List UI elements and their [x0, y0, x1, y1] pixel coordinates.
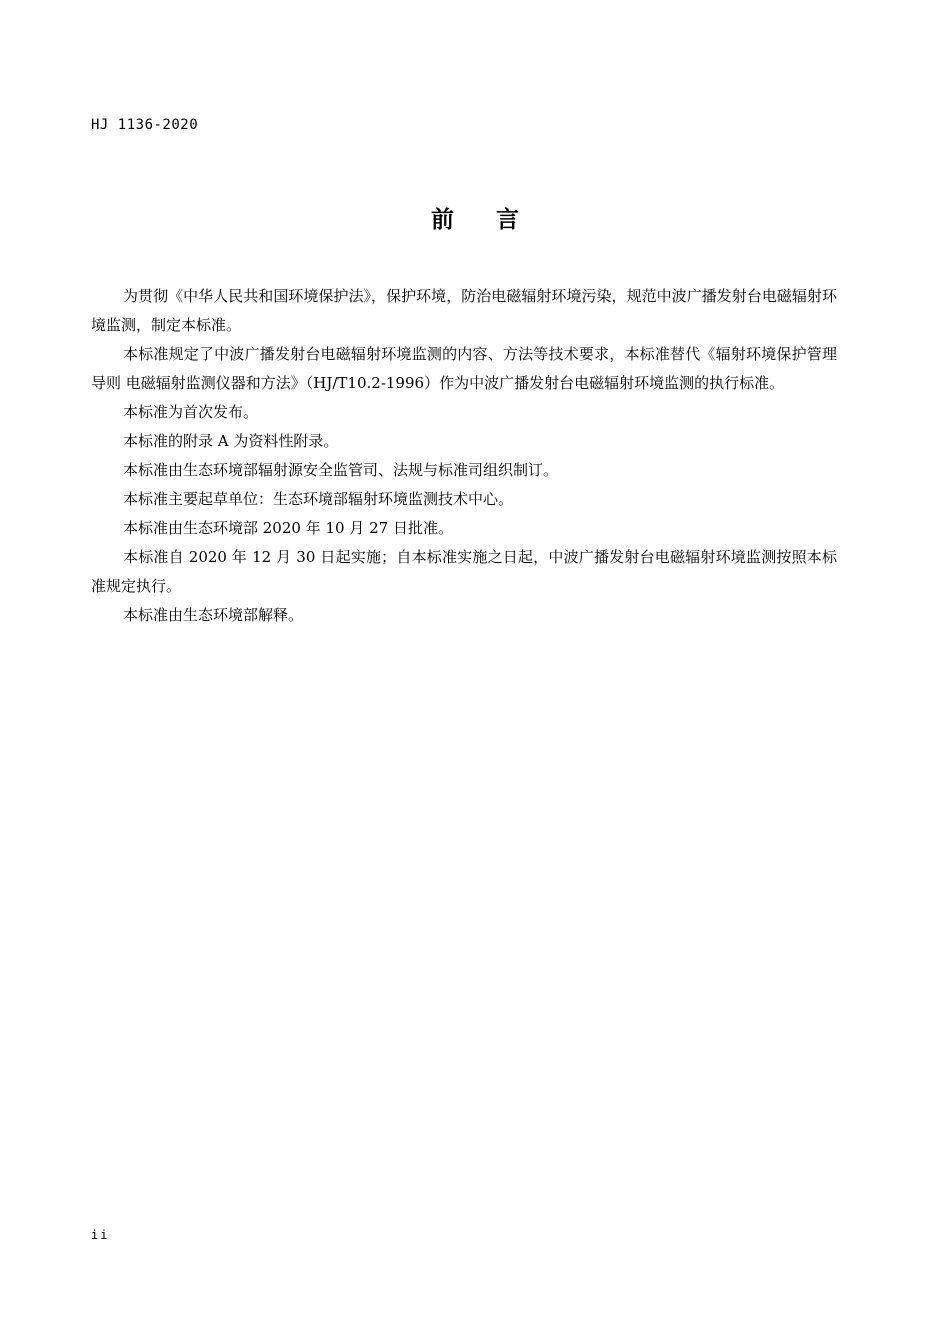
- preface-body: [91, 282, 837, 630]
- page-number: ii: [91, 1228, 110, 1242]
- paragraph-9: 本标准由生态环境部解释。: [123, 606, 304, 624]
- paragraph-3: 本标准为首次发布。: [123, 403, 259, 421]
- paragraph-1: 为贯彻《中华人民共和国环境保护法》，保护环境，防治电磁辐射环境污染，规范中波广播发射台电磁辐射环境监测，制定本标准。: [91, 287, 837, 334]
- page-title: 前 言: [430, 207, 536, 233]
- paragraph-7: 本标准由生态环境部 2020 年 10 月 27 日批准。: [123, 519, 453, 537]
- paragraph-5: 本标准由生态环境部辐射源安全监管司、法规与标准司组织制订。: [123, 461, 559, 479]
- paragraph-8: 本标准自 2020 年 12 月 30 日起实施；自本标准实施之日起，中波广播发射台电磁辐射环境监测按照本标准规定执行。: [91, 548, 837, 595]
- document-code: HJ 1136-2020: [91, 117, 199, 133]
- paragraph-6: 本标准主要起草单位：生态环境部辐射环境监测技术中心。: [123, 490, 514, 508]
- paragraph-2: 本标准规定了中波广播发射台电磁辐射环境监测的内容、方法等技术要求，本标准替代《辐射环境保护管理导则 电磁辐射监测仪器和方法》（HJ/T10.2-1996）作为中波广播发射台电磁辐射环境监测的执行标准。: [91, 345, 837, 392]
- paragraph-4: 本标准的附录 A 为资料性附录。: [123, 432, 339, 450]
